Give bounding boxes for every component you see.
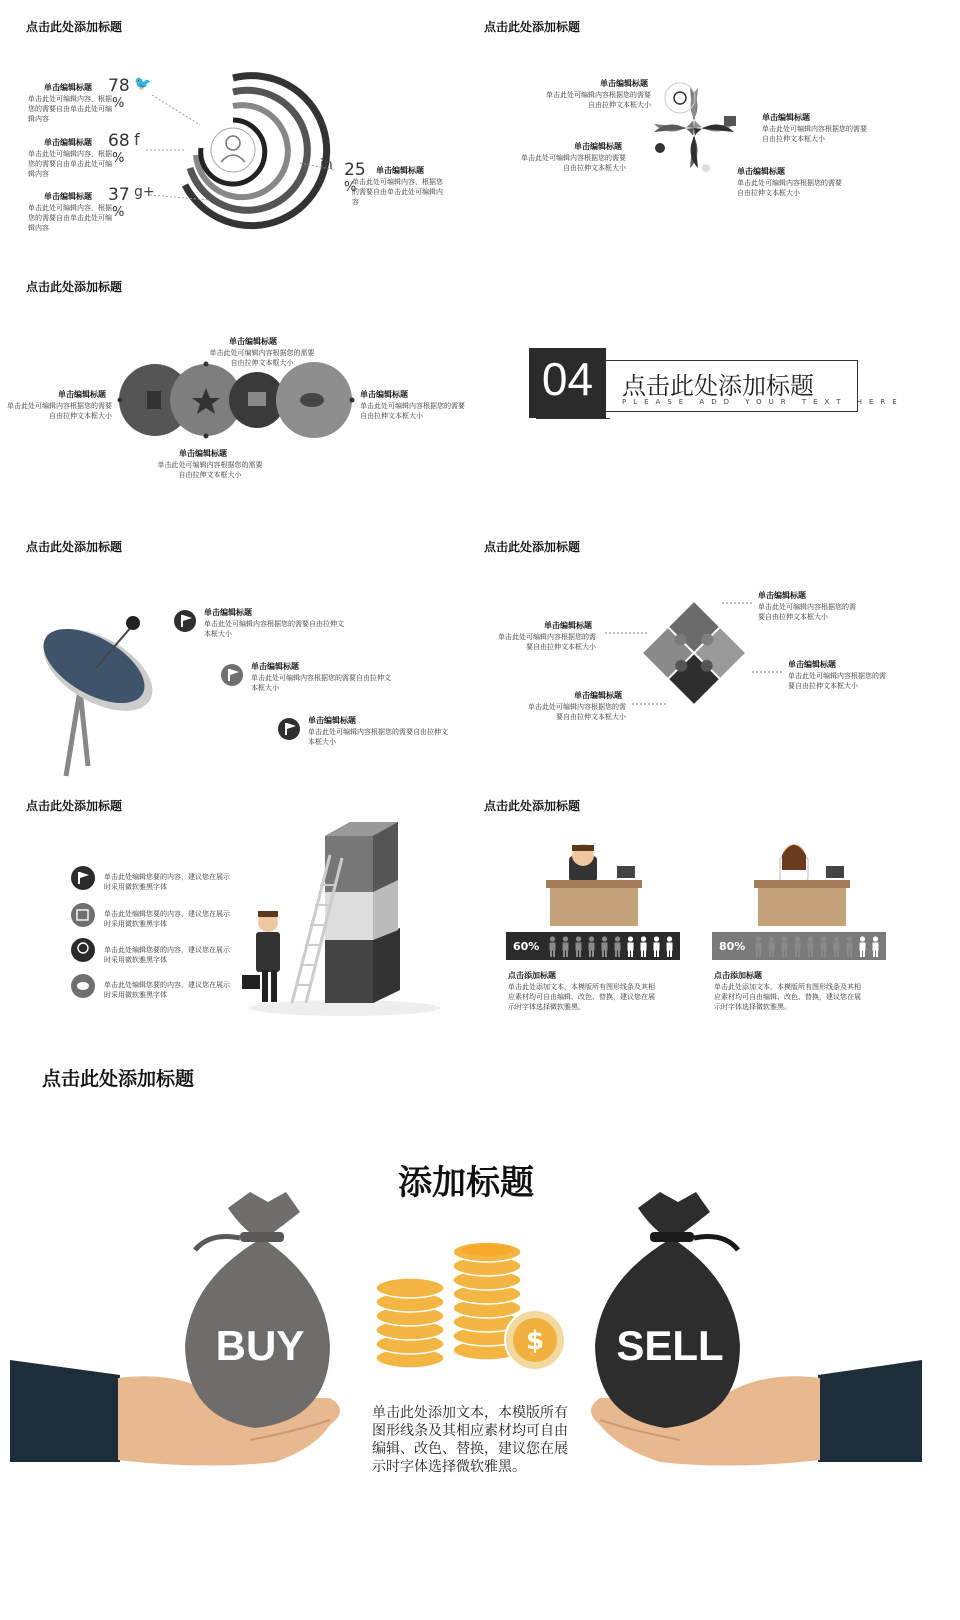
s9-body: 单击此处添加文本，本模版所有图形线条及其相应素材均可自由编辑、改色、替换，建议您在展示时字体选择微软雅黑。: [372, 1405, 568, 1475]
linkedin-icon: in: [320, 157, 333, 173]
s2-head3: 单击编辑标题: [762, 113, 810, 122]
s1-item2-pct: %: [112, 151, 125, 166]
s2-body2: 单击此处可编辑内容根据您的需要自由拉伸文本框大小: [521, 154, 626, 172]
s5-body2: 单击此处可编辑内容根据您的需要自由拉伸文本框大小: [251, 674, 391, 692]
slide7-title: 点击此处添加标题: [26, 799, 123, 813]
s3-body-left: 单击此处可编辑内容根据您的需要自由拉伸文本框大小: [7, 402, 112, 420]
s7-item1: 单击此处编辑您要的内容，建议您在展示时采用微软雅黑字体: [104, 873, 230, 891]
s1-item2-head: 单击编辑标题: [44, 138, 92, 147]
s1-item3-head: 单击编辑标题: [44, 192, 92, 201]
s2-head2: 单击编辑标题: [574, 142, 622, 151]
s8-right-body: 单击此处添加文本，本模版所有图形线条及其相应素材均可自由编辑、改色、替换，建议您在展示时字体选择微软雅黑。: [714, 983, 861, 1011]
s5-body1: 单击此处可编辑内容根据您的需要自由拉伸文本框大小: [204, 620, 344, 638]
s8-left-body: 单击此处添加文本，本模版所有图形线条及其相应素材均可自由编辑、改色、替换，建议您在展示时字体选择微软雅黑。: [508, 983, 655, 1011]
s5-head2: 单击编辑标题: [251, 662, 299, 671]
s3-body-right: 单击此处可编辑内容根据您的需要自由拉伸文本框大小: [360, 402, 465, 420]
s2-body1: 单击此处可编辑内容根据您的需要自由拉伸文本框大小: [546, 91, 651, 109]
s6-body4: 单击此处可编辑内容根据您的需要自由拉伸文本框大小: [788, 672, 886, 690]
s7-item3: 单击此处编辑您要的内容，建议您在展示时采用微软雅黑字体: [104, 946, 230, 964]
s1-item3-body: 单击此处可编辑内容，根据您的需要自由单击此处可编辑内容: [28, 204, 112, 232]
s4-title: 点击此处添加标题: [622, 372, 814, 400]
s3-head-bottom: 单击编辑标题: [179, 449, 227, 458]
svg-text:$: $: [525, 1326, 545, 1356]
s1-item1-pct: %: [112, 96, 125, 111]
facebook-icon: f: [134, 130, 140, 149]
s1-item2-body: 单击此处可编辑内容，根据您的需要自由单击此处可编辑内容: [28, 150, 112, 178]
s3-body-top: 单击此处可编辑内容根据您的需要自由拉伸文本框大小: [209, 349, 315, 367]
s3-head-top: 单击编辑标题: [229, 337, 277, 346]
s3-body-bottom: 单击此处可编辑内容根据您的需要自由拉伸文本框大小: [157, 461, 263, 479]
slide3-title: 点击此处添加标题: [26, 280, 123, 294]
s4-number: 04: [541, 353, 594, 405]
s4-subtitle: PLEASE ADD YOUR TEXT HERE: [622, 398, 904, 406]
s1-item1-body: 单击此处可编辑内容，根据您的需要自由单击此处可编辑内容: [28, 95, 112, 123]
s1-item4-num: 25: [344, 160, 366, 180]
s6-body3: 单击此处可编辑内容根据您的需要自由拉伸文本框大小: [758, 603, 856, 621]
s1-item4-pct: %: [344, 180, 357, 195]
s1-item4-head: 单击编辑标题: [376, 166, 424, 175]
google-plus-icon: g+: [134, 184, 155, 200]
s1-item4-body: 单击此处可编辑内容，根据您的需要自由单击此处可编辑内容: [352, 178, 443, 206]
slide8-title: 点击此处添加标题: [484, 799, 581, 813]
s7-item2: 单击此处编辑您要的内容，建议您在展示时采用微软雅黑字体: [104, 910, 230, 928]
buy-bag-icon: [185, 1192, 330, 1428]
s2-head4: 单击编辑标题: [737, 167, 785, 176]
sell-bag-icon: [595, 1192, 740, 1428]
s3-head-right: 单击编辑标题: [360, 390, 408, 399]
s8-left-head: 点击添加标题: [508, 971, 556, 980]
s6-body2: 单击此处可编辑内容根据您的需要自由拉伸文本框大小: [528, 703, 626, 721]
s6-head1: 单击编辑标题: [544, 621, 592, 630]
s5-body3: 单击此处可编辑内容根据您的需要自由拉伸文本框大小: [308, 728, 448, 746]
buy-label: BUY: [215, 1322, 305, 1369]
s1-item1-head: 单击编辑标题: [44, 83, 92, 92]
slide2-title: 点击此处添加标题: [484, 20, 581, 34]
s8-left-pct: 60%: [513, 940, 540, 953]
s2-body4: 单击此处可编辑内容根据您的需要自由拉伸文本框大小: [737, 179, 842, 197]
slide9-title: 点击此处添加标题: [42, 1068, 195, 1090]
sell-label: SELL: [616, 1322, 724, 1369]
slide6-title: 点击此处添加标题: [484, 540, 581, 554]
s2-head1: 单击编辑标题: [600, 79, 648, 88]
s3-head-left: 单击编辑标题: [58, 390, 106, 399]
slide5-title: 点击此处添加标题: [26, 540, 123, 554]
s6-head2: 单击编辑标题: [574, 691, 622, 700]
s5-head1: 单击编辑标题: [204, 608, 252, 617]
s5-head3: 单击编辑标题: [308, 716, 356, 725]
coins-icon: [376, 1242, 565, 1370]
s2-body3: 单击此处可编辑内容根据您的需要自由拉伸文本框大小: [762, 125, 867, 143]
s8-right-pct: 80%: [719, 940, 746, 953]
s6-head4: 单击编辑标题: [788, 660, 836, 669]
s6-body1: 单击此处可编辑内容根据您的需要自由拉伸文本框大小: [498, 633, 596, 651]
s1-item3-pct: %: [112, 205, 125, 220]
s7-item4: 单击此处编辑您要的内容，建议您在展示时采用微软雅黑字体: [104, 981, 230, 999]
twitter-icon: 🐦: [134, 76, 152, 92]
s1-item2-num: 68: [108, 131, 130, 151]
s6-head3: 单击编辑标题: [758, 591, 806, 600]
s1-item3-num: 37: [108, 185, 130, 205]
slide1-title: 点击此处添加标题: [26, 20, 123, 34]
s1-item1-num: 78: [108, 76, 130, 96]
s8-right-head: 点击添加标题: [714, 971, 762, 980]
s9-heading: 添加标题: [398, 1163, 534, 1203]
